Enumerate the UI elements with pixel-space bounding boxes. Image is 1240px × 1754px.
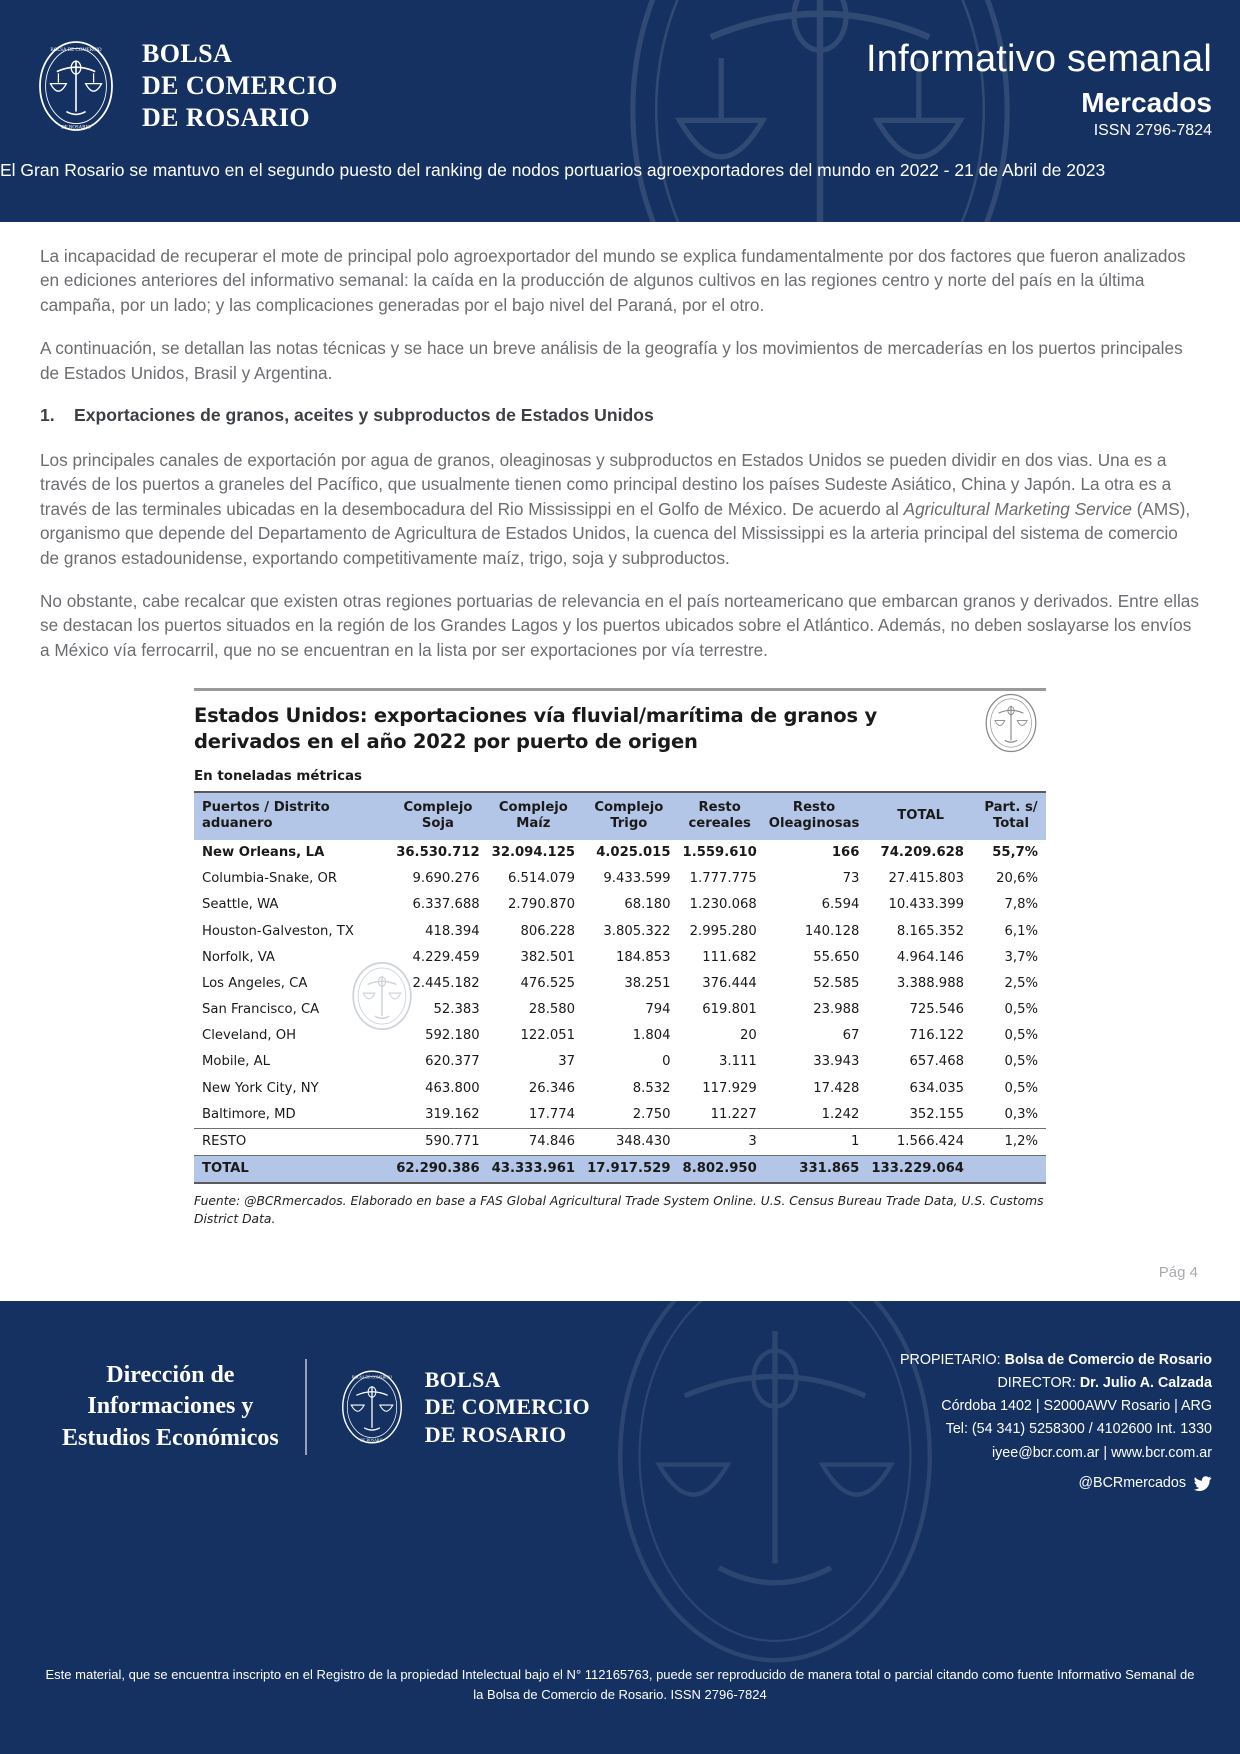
cell-oleaginosas-total: 331.865	[763, 1155, 866, 1183]
cell-part: 6,1%	[1004, 923, 1038, 939]
section-title: Exportaciones de granos, aceites y subproductos de Estados Unidos	[74, 405, 654, 426]
cell-cereales: 3.111	[719, 1054, 757, 1070]
column-header-part-line2: Total	[992, 815, 1029, 831]
figure-title: Estados Unidos: exportaciones vía fluvial/marítima de granos y derivados en el año 2022 por puerto de origen	[194, 704, 878, 754]
cell-part: 0,5%	[1004, 1028, 1038, 1044]
issn-label: ISSN 2796-7824	[1093, 122, 1212, 140]
cell-oleaginosas: 17.428	[813, 1080, 860, 1096]
cell-trigo: 3.805.322	[603, 923, 671, 939]
paragraph-3-part-b: (AMS), organismo que depende del Departamento de Agricultura de Estados Unidos, la cuenca del Mississippi es la arteria principal del sistema de comercio de granos estadounidense, exportando competitivamente maíz, trigo, soja y subproductos.	[40, 498, 1191, 568]
cell-cereales: 1.230.068	[689, 897, 757, 913]
bcr-seal-footer-icon	[333, 1368, 411, 1446]
director-line	[900, 1372, 1212, 1395]
cell-cereales: 3	[677, 1128, 763, 1155]
table-header-row	[194, 792, 1046, 839]
cell-trigo: 4.025.015	[596, 845, 671, 861]
cell-port: Baltimore, MD	[202, 1106, 296, 1122]
section-heading-1	[40, 404, 1200, 428]
footer-brand-line-1: BOLSA	[424, 1366, 501, 1392]
cell-maiz: 28.580	[528, 1002, 576, 1018]
cell-total: 74.209.628	[880, 845, 964, 861]
cell-total: 725.546	[909, 1002, 964, 1018]
table-row-resto	[194, 1128, 1046, 1155]
cell-oleaginosas: 33.943	[813, 1054, 860, 1070]
bcr-seal-figure-icon	[980, 692, 1042, 754]
cell-total: 10.433.399	[888, 897, 964, 913]
footer-brand-lockup	[333, 1366, 590, 1449]
brand-line-3: DE ROSARIO	[142, 102, 310, 132]
legal-notice: Este material, que se encuentra inscripto en el Registro de la propiedad Intelectual bajo el N° 112165763, puede ser reproducido de manera total o parcial citando como fuente Informativo Semanal de la Bolsa de Comercio de Rosario. ISSN 2796-7824	[45, 1667, 1195, 1703]
cell-port: New Orleans, LA	[202, 845, 325, 861]
table-row	[194, 944, 1046, 970]
footer-brand-line-3: DE ROSARIO	[424, 1421, 567, 1447]
table-head	[194, 792, 1046, 839]
column-header-resto-cereales	[677, 792, 763, 839]
cell-oleaginosas: 73	[842, 871, 860, 887]
page-number-label: Pág 4	[1158, 1264, 1198, 1281]
cell-total: 716.122	[909, 1028, 964, 1044]
cell-part: 20,6%	[996, 871, 1038, 887]
table-row	[194, 1075, 1046, 1101]
director-label: DIRECTOR:	[997, 1375, 1076, 1392]
cell-trigo: 38.251	[624, 975, 671, 991]
cell-port: San Francisco, CA	[202, 1002, 320, 1018]
paragraph-3-emphasis: Agricultural Marketing Service	[903, 498, 1132, 519]
table-body	[194, 839, 1046, 1183]
cell-part: 55,7%	[992, 845, 1038, 861]
cell-part: 0,5%	[1004, 1080, 1038, 1096]
cell-oleaginosas: 6.594	[821, 897, 860, 913]
cell-soja: 2.445.182	[412, 975, 480, 991]
twitter-handle[interactable]: @BCRmercados	[1078, 1474, 1186, 1491]
director-value: Dr. Julio A. Calzada	[1079, 1375, 1212, 1392]
svg-text:BOLSA DE COMERCIO: BOLSA DE COMERCIO	[50, 47, 102, 53]
cell-maiz: 6.514.079	[507, 871, 576, 887]
column-header-maiz-line1: Complejo	[498, 800, 568, 816]
cell-cereales: 1.777.775	[689, 871, 757, 887]
page-body	[0, 222, 1240, 1229]
address-line: Córdoba 1402 | S2000AWV Rosario | ARG	[941, 1398, 1212, 1415]
column-header-total: TOTAL	[865, 792, 976, 839]
table-row	[194, 866, 1046, 892]
column-header-oleaginosas-line2: Oleaginosas	[768, 815, 860, 831]
cell-total: 8.165.352	[896, 923, 964, 939]
department-line-3: Estudios Económicos	[62, 1424, 279, 1451]
cell-port: Cleveland, OH	[202, 1028, 297, 1044]
cell-port: Houston-Galveston, TX	[202, 923, 354, 939]
cell-port: Mobile, AL	[202, 1054, 271, 1070]
cell-part: 2,5%	[1004, 975, 1038, 991]
cell-part: 1,2%	[976, 1128, 1046, 1155]
cell-oleaginosas: 23.988	[813, 1002, 860, 1018]
cell-total: 634.035	[909, 1080, 964, 1096]
department-line-2: Informaciones y	[87, 1393, 254, 1420]
table-row	[194, 892, 1046, 918]
cell-total: 4.964.146	[896, 949, 964, 965]
cell-part-total	[976, 1155, 1046, 1183]
column-header-maiz-line2: Maíz	[516, 815, 551, 831]
cell-trigo: 9.433.599	[603, 871, 671, 887]
paragraph-3-part-a: Los principales canales de exportación por agua de granos, oleaginosas y subproductos en Estados Unidos se pueden dividir en dos vias. Una es a través de los puertos a graneles del Pacífico, que usualmente tienen como principal destino los países Sudeste Asiático, China y Japón. La otra es a través de las terminales ubicadas en la desembocadura del Rio Mississippi en el Golfo de México. De acuerdo al	[40, 449, 1172, 519]
masthead-subtitle: Mercados	[1081, 86, 1212, 118]
cell-maiz: 122.051	[520, 1028, 576, 1044]
cell-cereales: 2.995.280	[689, 923, 757, 939]
cell-trigo: 8.532	[632, 1080, 671, 1096]
cell-soja: 9.690.276	[412, 871, 480, 887]
cell-oleaginosas: 55.650	[813, 949, 860, 965]
exports-by-port-table	[194, 791, 1046, 1184]
footer-left-block	[62, 1359, 590, 1455]
cell-trigo: 794	[645, 1002, 671, 1018]
cell-soja: 620.377	[425, 1054, 480, 1070]
phone-line: Tel: (54 341) 5258300 / 4102600 Int. 1330	[945, 1421, 1212, 1438]
cell-trigo: 348.430	[581, 1128, 676, 1155]
cell-soja: 36.530.712	[396, 845, 480, 861]
cell-soja: 4.229.459	[412, 949, 480, 965]
footer-contact-block	[900, 1349, 1212, 1495]
cell-maiz: 74.846	[486, 1128, 581, 1155]
svg-text:DE ROSARIO: DE ROSARIO	[61, 125, 91, 131]
cell-cereales-total: 8.802.950	[677, 1155, 763, 1183]
figure-units-label: En toneladas métricas	[194, 769, 363, 785]
figure-source-note: Fuente: @BCRmercados. Elaborado en base a FAS Global Agricultural Trade System Online. U.S. Census Bureau Trade Data, U.S. Customs District Data.	[194, 1194, 1044, 1226]
cell-soja: 319.162	[425, 1106, 480, 1122]
cell-oleaginosas: 1	[763, 1128, 866, 1155]
cell-oleaginosas: 1.242	[821, 1106, 860, 1122]
cell-part: 7,8%	[1004, 897, 1038, 913]
cell-soja: 418.394	[425, 923, 480, 939]
column-header-resto-oleaginosas	[763, 792, 866, 839]
department-line-1: Dirección de	[106, 1362, 235, 1389]
owner-label: PROPIETARIO:	[900, 1352, 1001, 1368]
svg-text:DE ROSARIO: DE ROSARIO	[360, 1438, 384, 1443]
column-header-port: Puertos / Distrito aduanero	[194, 792, 390, 839]
owner-value: Bolsa de Comercio de Rosario	[1004, 1352, 1212, 1368]
cell-soja: 463.800	[425, 1080, 480, 1096]
cell-trigo: 184.853	[615, 949, 671, 965]
cell-soja: 52.383	[433, 1002, 480, 1018]
table-row	[194, 971, 1046, 997]
footer-brand-wordmark	[425, 1366, 590, 1449]
cell-port: Los Angeles, CA	[202, 975, 308, 991]
cell-total: 1.566.424	[865, 1128, 976, 1155]
table-row	[194, 918, 1046, 944]
column-header-trigo-line1: Complejo	[594, 800, 664, 816]
cell-trigo: 1.804	[632, 1028, 671, 1044]
cell-trigo: 0	[662, 1054, 671, 1070]
column-header-trigo	[581, 792, 676, 839]
cell-port: RESTO	[194, 1128, 390, 1155]
twitter-line[interactable]	[900, 1472, 1212, 1495]
cell-port: Norfolk, VA	[202, 949, 275, 965]
cell-maiz: 26.346	[528, 1080, 576, 1096]
cell-cereales: 376.444	[702, 975, 757, 991]
cell-cereales: 11.227	[710, 1106, 757, 1122]
column-header-participation	[976, 792, 1046, 839]
column-header-soja-line2: Soja	[421, 815, 454, 831]
brand-wordmark	[142, 38, 338, 133]
bcr-seal-icon	[28, 38, 124, 134]
cell-maiz: 17.774	[528, 1106, 576, 1122]
cell-port: Seattle, WA	[202, 897, 279, 913]
column-header-trigo-line2: Trigo	[610, 815, 648, 831]
cell-cereales: 20	[740, 1028, 757, 1044]
cell-total: 657.468	[909, 1054, 964, 1070]
paragraph-3	[40, 448, 1200, 570]
cell-part: 0,5%	[1004, 1002, 1038, 1018]
cell-trigo: 2.750	[632, 1106, 671, 1122]
column-header-soja-line1: Complejo	[403, 800, 473, 816]
cell-port: New York City, NY	[202, 1080, 319, 1096]
cell-maiz: 806.228	[520, 923, 576, 939]
cell-soja: 592.180	[425, 1028, 480, 1044]
figure-exports-table	[194, 688, 1046, 1228]
footer-brand-line-2: DE COMERCIO	[424, 1394, 590, 1420]
cell-oleaginosas: 52.585	[813, 975, 860, 991]
brand-lockup	[28, 38, 338, 134]
cell-maiz-total: 43.333.961	[486, 1155, 581, 1183]
column-header-soja	[390, 792, 485, 839]
column-header-cereales-line1: Resto	[698, 800, 741, 816]
table-row	[194, 1049, 1046, 1075]
cell-cereales: 619.801	[702, 1002, 757, 1018]
cell-total: 352.155	[909, 1106, 964, 1122]
cell-part: 0,5%	[1004, 1054, 1038, 1070]
section-number: 1.	[40, 405, 55, 426]
cell-oleaginosas: 140.128	[804, 923, 860, 939]
cell-maiz: 476.525	[520, 975, 576, 991]
owner-line	[900, 1349, 1212, 1372]
table-row-total	[194, 1155, 1046, 1183]
cell-maiz: 2.790.870	[507, 897, 576, 913]
paragraph-1: La incapacidad de recuperar el mote de principal polo agroexportador del mundo se explica fundamentalmente por dos factores que fueron analizados en ediciones anteriores del informativo semanal: la caída en la producción de algunos cultivos en las regiones centro y norte del país en la última campaña, por un lado; y las complicaciones generadas por el bajo nivel del Paraná, por el otro.	[40, 246, 1186, 315]
cell-soja: 590.771	[390, 1128, 485, 1155]
brand-line-2: DE COMERCIO	[142, 71, 338, 101]
issue-headline: El Gran Rosario se mantuvo en el segundo puesto del ranking de nodos portuarios agroexportadores del mundo en 2022 - 21 de Abril de 2023	[0, 160, 1106, 180]
cell-total: 3.388.988	[896, 975, 964, 991]
column-header-oleaginosas-line1: Resto	[792, 800, 836, 816]
cell-soja: 6.337.688	[412, 897, 480, 913]
cell-port-total: TOTAL	[194, 1155, 390, 1183]
column-header-part-line1: Part. s/	[984, 800, 1038, 816]
table-row	[194, 1101, 1046, 1128]
twitter-icon[interactable]	[1193, 1474, 1212, 1493]
cell-maiz: 37	[558, 1054, 576, 1070]
department-title	[62, 1360, 279, 1454]
paragraph-2: A continuación, se detallan las notas técnicas y se hace un breve análisis de la geografía y los movimientos de mercaderías en los puertos principales de Estados Unidos, Brasil y Argentina.	[40, 338, 1183, 383]
footer-divider	[305, 1359, 307, 1455]
cell-port: Columbia-Snake, OR	[202, 871, 338, 887]
cell-total-total: 133.229.064	[865, 1155, 976, 1183]
brand-line-1: BOLSA	[142, 39, 233, 69]
paragraph-4: No obstante, cabe recalcar que existen otras regiones portuarias de relevancia en el país norteamericano que embarcan granos y derivados. Entre ellas se destacan los puertos situados en la región de los Grandes Lagos y los puertos ubicados sobre el Atlántico. Además, no deben soslayarse los envíos a México vía ferrocarril, que no se encuentran en la lista por ser exportaciones por vía terrestre.	[40, 590, 1199, 660]
cell-maiz: 382.501	[520, 949, 576, 965]
svg-text:BOLSA DE COMERCIO: BOLSA DE COMERCIO	[351, 1375, 392, 1380]
cell-soja-total: 62.290.386	[390, 1155, 485, 1183]
cell-maiz: 32.094.125	[491, 845, 576, 861]
page-header	[0, 0, 1240, 222]
masthead-title: Informativo semanal	[866, 38, 1212, 80]
cell-trigo-total: 17.917.529	[581, 1155, 676, 1183]
cell-cereales: 111.682	[702, 949, 757, 965]
cell-oleaginosas: 67	[842, 1028, 860, 1044]
cell-cereales: 117.929	[702, 1080, 757, 1096]
page-footer	[0, 1301, 1240, 1754]
cell-total: 27.415.803	[888, 871, 964, 887]
masthead	[866, 40, 1212, 140]
column-header-cereales-line2: cereales	[688, 815, 751, 831]
cell-cereales: 1.559.610	[682, 845, 757, 861]
cell-part: 0,3%	[1004, 1106, 1038, 1122]
cell-trigo: 68.180	[624, 897, 671, 913]
email-line[interactable]: iyee@bcr.com.ar | www.bcr.com.ar	[991, 1444, 1212, 1461]
table-row	[194, 839, 1046, 866]
table-row	[194, 997, 1046, 1023]
column-header-maiz	[486, 792, 581, 839]
cell-oleaginosas: 166	[831, 845, 860, 861]
cell-part: 3,7%	[1004, 949, 1038, 965]
figure-top-rule	[194, 688, 1046, 691]
table-row	[194, 1023, 1046, 1049]
